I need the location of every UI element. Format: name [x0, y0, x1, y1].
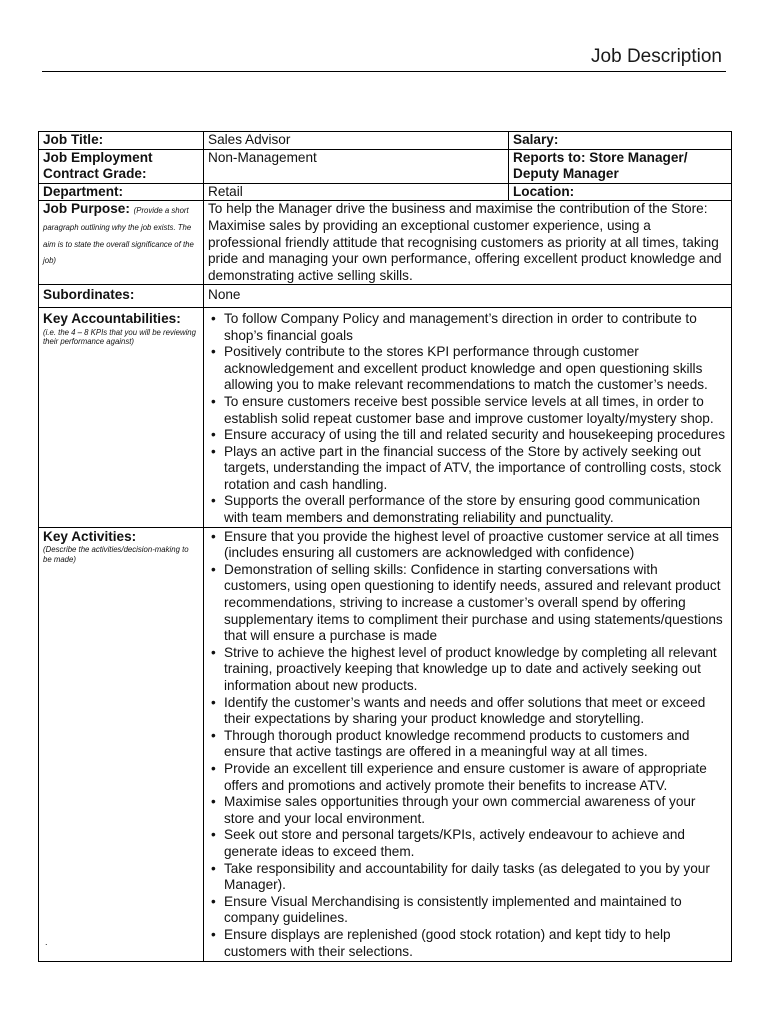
purpose-label-cell [39, 201, 204, 285]
location-cell [509, 183, 732, 201]
purpose-hint: (Provide a short paragraph outlining why the job exists. The aim is to state the overall significance of the job) [43, 206, 194, 266]
table-row-department [39, 183, 732, 201]
list-item: • Ensure accuracy of using the till and related security and housekeeping procedures [224, 427, 727, 444]
list-item: • Strive to achieve the highest level of product knowledge by completing all relevant training, proactively keeping that knowledge up to date and actively seeking out information about new products. [224, 645, 727, 695]
job-title-label-cell [39, 132, 204, 150]
job-title-value-cell [204, 132, 509, 150]
document-title: Job Description [591, 46, 722, 67]
table-row-purpose [39, 201, 732, 285]
list-item: • Ensure that you provide the highest level of proactive customer service at all times (includes ensuring all customers are acknowledged with confidence) [224, 529, 727, 562]
list-item: • Identify the customer’s wants and needs and offer solutions that meet or exceed their expectations by sharing your product knowledge and storytelling. [224, 695, 727, 728]
department-label: Department: [43, 183, 124, 199]
reports-to-cell [509, 149, 732, 183]
list-item: • Positively contribute to the stores KPI performance through customer acknowledgement and excellent product knowledge and open questioning skills allowing you to make relevant recommendations to match the customer’s needs. [224, 344, 727, 394]
table-row-subordinates [39, 285, 732, 308]
salary-cell [509, 132, 732, 150]
reports-to-label: Reports to: Store Manager/ Deputy Manager [513, 149, 688, 182]
list-item: • Take responsibility and accountability for daily tasks (as delegated to you by your Manager). [224, 861, 727, 894]
activities-label: Key Activities: [43, 528, 137, 544]
list-item: • Through thorough product knowledge recommend products to customers and ensure that active tastings are offered in a meaningful way at all times. [224, 728, 727, 761]
list-item: • Seek out store and personal targets/KPIs, actively endeavour to achieve and generate ideas to exceed them. [224, 827, 727, 860]
accountabilities-label-cell [39, 307, 204, 527]
grade-label: Job Employment Contract Grade: [43, 149, 153, 182]
purpose-label: Job Purpose: [43, 201, 130, 217]
purpose-value-cell [204, 201, 732, 285]
accountabilities-label: Key Accountabilities: [43, 310, 181, 326]
subordinates-value: None [208, 287, 241, 303]
accountabilities-hint: (i.e. the 4 – 8 KPIs that you will be reviewing their performance against) [43, 327, 196, 347]
location-label: Location: [513, 183, 575, 199]
list-item: • To ensure customers receive best possible service levels at all times, in order to establish solid repeat customer base and improve customer loyalty/mystery shop. [224, 394, 727, 427]
header-divider [42, 71, 726, 72]
list-item: • Ensure displays are replenished (good stock rotation) and kept tidy to help customers with their selections. [224, 927, 727, 960]
list-item: • Maximise sales opportunities through your own commercial awareness of your store and your local environment. [224, 794, 727, 827]
list-item: • To follow Company Policy and management’s direction in order to contribute to shop’s financial goals [224, 311, 727, 344]
salary-label: Salary: [513, 132, 559, 147]
table-row-activities [39, 527, 732, 961]
activities-list [208, 529, 727, 960]
subordinates-value-cell [204, 285, 732, 308]
activities-list-cell [204, 527, 732, 961]
table-row-accountabilities [39, 307, 732, 527]
list-item: • Supports the overall performance of the store by ensuring good communication with team members and demonstrating reliability and punctuality. [224, 493, 727, 526]
department-label-cell [39, 183, 204, 201]
activities-label-cell [39, 527, 204, 961]
department-value: Retail [208, 183, 243, 199]
subordinates-label-cell [39, 285, 204, 308]
list-item: • Plays an active part in the financial success of the Store by actively seeking out targets, understanding the impact of ATV, the importance of controlling costs, stock rotation and cash handling. [224, 444, 727, 494]
list-item: • Demonstration of selling skills: Confidence in starting conversations with customers, using open questioning to identify needs, assured and relevant product recommendations, striving to increase a customer’s overall spend by offering supplementary items to compliment their purchase and using statements/questions that will ensure a purchase is made [224, 562, 727, 645]
subordinates-label: Subordinates: [43, 287, 135, 303]
list-item: • Ensure Visual Merchandising is consistently implemented and maintained to company guidelines. [224, 894, 727, 927]
table-row-grade [39, 149, 732, 183]
activities-hint: (Describe the activities/decision-making to be made) [43, 545, 189, 564]
stray-mark: . [45, 937, 48, 948]
job-description-table [38, 131, 732, 962]
grade-value: Non-Management [208, 149, 317, 165]
department-value-cell [204, 183, 509, 201]
accountabilities-list-cell [204, 307, 732, 527]
job-title-label: Job Title: [43, 132, 104, 147]
grade-label-cell [39, 149, 204, 183]
table-row-job-title [39, 132, 732, 150]
purpose-value: To help the Manager drive the business and maximise the contribution of the Store: Maximise sales by providing an exceptional customer experience, using a professional friendly attitude that recognising customers as priority at all times, taking pride and managing your own performance, offering excellent product knowledge and demonstrating active selling skills. [208, 201, 722, 283]
job-title-value: Sales Advisor [208, 132, 291, 147]
list-item: • Provide an excellent till experience and ensure customer is aware of appropriate offers and promotions and actively promote their benefits to increase ATV. [224, 761, 727, 794]
grade-value-cell [204, 149, 509, 183]
accountabilities-list [208, 311, 727, 527]
